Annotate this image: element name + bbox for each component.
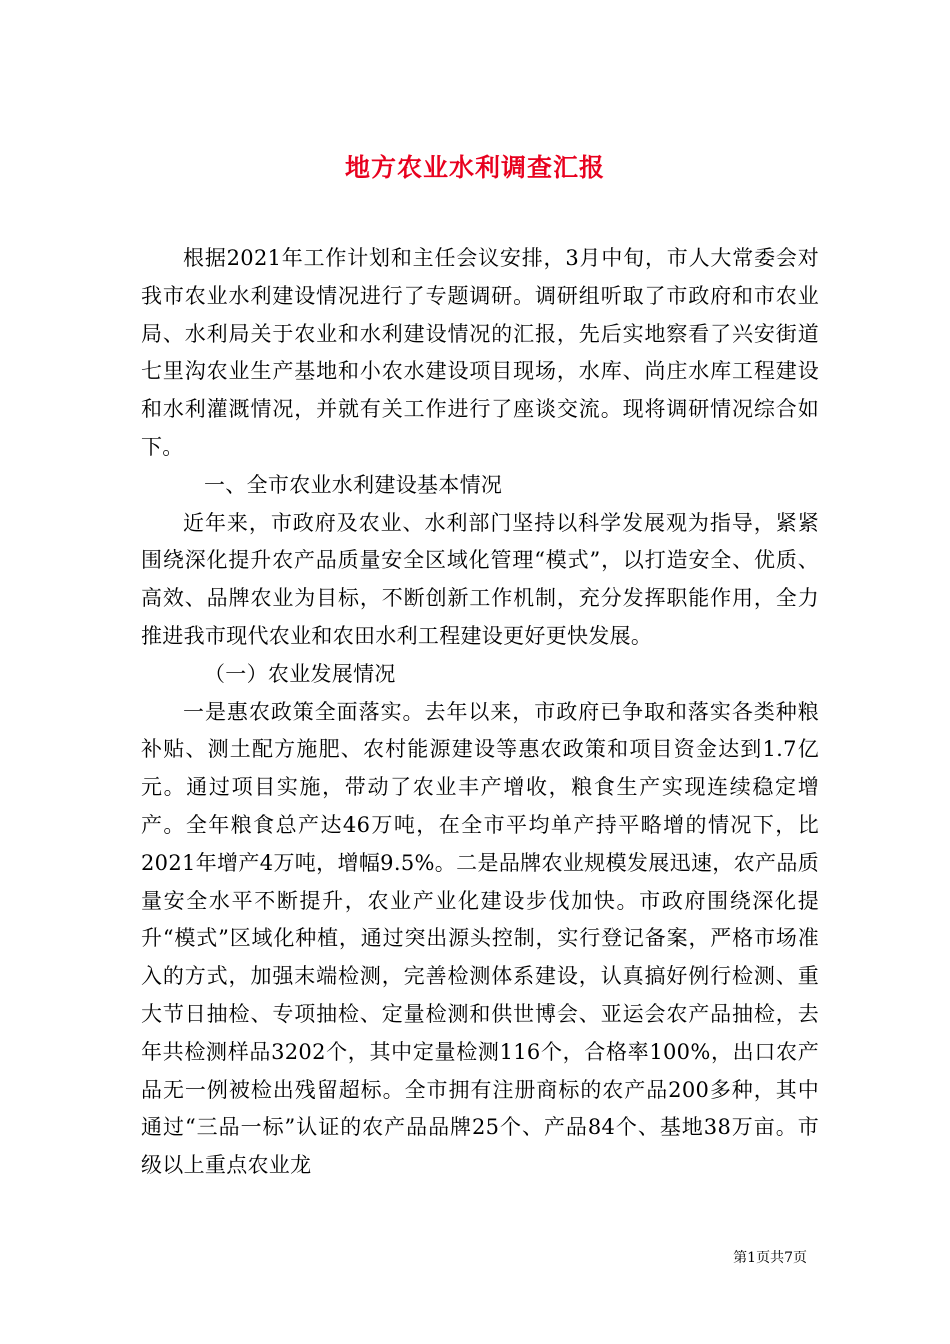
page-number: 第1页共7页 bbox=[733, 1250, 807, 1266]
document-title: 地方农业水利调查汇报 bbox=[344, 152, 605, 182]
section-heading-1: 一、全市农业水利建设基本情况 bbox=[204, 472, 503, 497]
paragraph-agriculture: 一是惠农政策全面落实。去年以来，市政府已争取和落实各类种粮补贴、测土配方施肥、农村能源建设等惠农政策和项目资金达到1.7亿元。通过项目实施，带动了农业丰产增收，粮食生产实现连续稳定增产。全年粮食总产达46万吨，在全市平均单产持平略增的情况下，比2021年增产4万吨，增幅9.5%。二是品牌农业规模发展迅速，农产品质量安全水平不断提升，农业产业化建设步伐加快。市政府围绕深化提升“模式”区域化种植，通过突出源头控制，实行登记备案，严格市场准入的方式，加强末端检测，完善检测体系建设，认真搞好例行检测、重大节日抽检、专项抽检、定量检测和供世博会、亚运会农产品抽检，去年共检测样品3202个，其中定量检测116个，合格率100%，出口农产品无一例被检出残留超标。全市拥有注册商标的农产品200多种，其中通过“三品一标”认证的农产品品牌25个、产品84个、基地38万亩。市级以上重点农业龙 bbox=[141, 699, 819, 1178]
paragraph-overview: 近年来，市政府及农业、水利部门坚持以科学发展观为指导，紧紧围绕深化提升农产品质量安全区域化管理“模式”，以打造安全、优质、高效、品牌农业为目标，不断创新工作机制，充分发挥职能作用，全力推进我市现代农业和农田水利工程建设更好更快发展。 bbox=[141, 510, 819, 648]
paragraph-intro: 根据2021年工作计划和主任会议安排，3月中旬，市人大常委会对我市农业水利建设情况进行了专题调研。调研组听取了市政府和市农业局、水利局关于农业和水利建设情况的汇报，先后实地察看了兴安街道七里沟农业生产基地和小农水建设项目现场，水库、尚庄水库工程建设和水利灌溉情况，并就有关工作进行了座谈交流。现将调研情况综合如下。 bbox=[141, 246, 819, 459]
document-body bbox=[141, 240, 819, 1185]
subsection-heading-1: （一）农业发展情况 bbox=[204, 661, 396, 686]
